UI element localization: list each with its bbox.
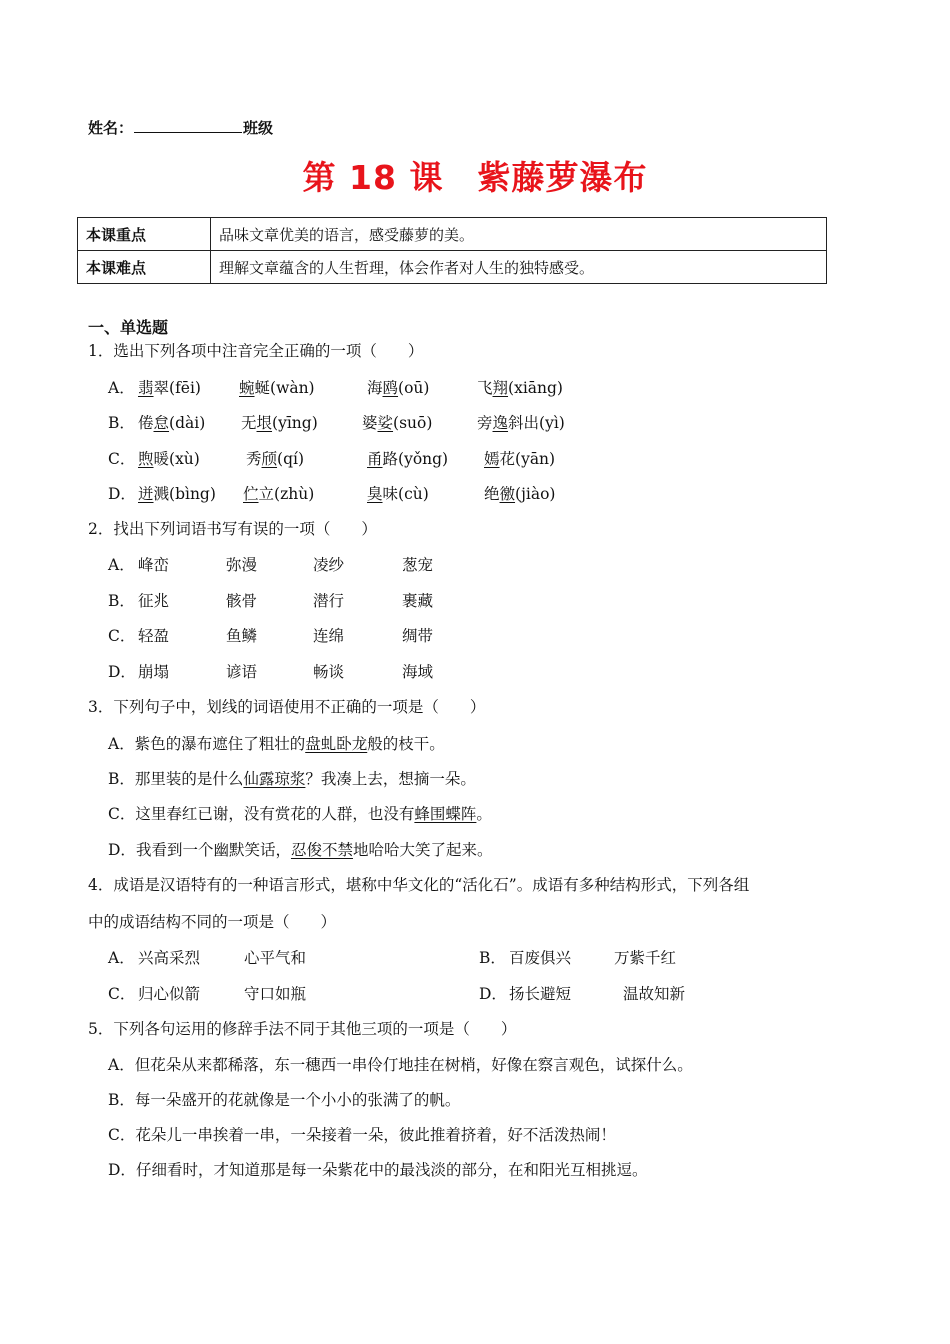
option-word: 凌纱 bbox=[313, 556, 345, 574]
option-word: 温故知新 bbox=[623, 985, 686, 1003]
option-item: 臭味(cù) bbox=[367, 485, 429, 503]
option-letter: B． bbox=[108, 414, 135, 432]
option-word: 葱宠 bbox=[402, 556, 434, 574]
option-item: 绝徼(jiào) bbox=[484, 485, 556, 503]
option-letter: A． bbox=[108, 949, 135, 967]
keypoint-label: 本课难点 bbox=[78, 251, 211, 284]
question-5-stem: 5．下列各句运用的修辞手法不同于其他三项的一项是（ ） bbox=[88, 1020, 517, 1038]
option-word: 扬长避短 bbox=[509, 985, 572, 1003]
keypoint-text: 品味文章优美的语言，感受藤萝的美。 bbox=[211, 218, 827, 251]
option-item: 无垠(yīng) bbox=[241, 414, 318, 432]
option-letter: A． bbox=[108, 556, 135, 574]
option-word: 连绵 bbox=[313, 627, 345, 645]
option-word: 谚语 bbox=[226, 663, 258, 681]
keypoint-label: 本课重点 bbox=[78, 218, 211, 251]
name-class-line bbox=[88, 117, 273, 138]
option-item: 蜿蜒(wàn) bbox=[239, 379, 315, 397]
option-word: 归心似箭 bbox=[138, 985, 201, 1003]
option-word: 心平气和 bbox=[244, 949, 307, 967]
option-word: 兴高采烈 bbox=[138, 949, 201, 967]
table-row bbox=[78, 218, 827, 251]
keypoint-text: 理解文章蕴含的人生哲理，体会作者对人生的独特感受。 bbox=[211, 251, 827, 284]
option-word: 崩塌 bbox=[138, 663, 170, 681]
option-item: 飞翔(xiāng) bbox=[477, 379, 563, 397]
question-3-option-c[interactable]: C．这里春红已谢，没有赏花的人群，也没有蜂围蝶阵。 bbox=[108, 805, 492, 823]
section-title: 一、单选题 bbox=[88, 318, 169, 337]
question-5-option-c[interactable]: C．花朵儿一串挨着一串，一朵接着一朵，彼此推着挤着，好不活泼热闹！ bbox=[108, 1126, 616, 1144]
option-word: 弥漫 bbox=[226, 556, 258, 574]
option-item: 旁逸斜出(yì) bbox=[477, 414, 565, 432]
name-label: 姓名： bbox=[88, 119, 134, 137]
option-letter: B． bbox=[479, 949, 506, 967]
option-word: 征兆 bbox=[138, 592, 170, 610]
option-item: 嫣花(yān) bbox=[484, 450, 556, 468]
option-word: 潜行 bbox=[313, 592, 345, 610]
question-3-option-b[interactable]: B．那里装的是什么仙露琼浆？我凑上去，想摘一朵。 bbox=[108, 770, 476, 788]
question-5-option-d[interactable]: D．仔细看时，才知道那是每一朵紫花中的最浅淡的部分，在和阳光互相挑逗。 bbox=[108, 1161, 648, 1179]
option-letter: C． bbox=[108, 627, 136, 645]
option-item: 海鸥(oū) bbox=[367, 379, 430, 397]
question-1-stem: 1．选出下列各项中注音完全正确的一项（ ） bbox=[88, 342, 424, 360]
question-4-stem-line1: 4．成语是汉语特有的一种语言形式，堪称中华文化的“活化石”。成语有多种结构形式，下列各组 bbox=[88, 876, 750, 894]
option-word: 骸骨 bbox=[226, 592, 258, 610]
option-word: 裹藏 bbox=[402, 592, 434, 610]
option-item: 煦暖(xù) bbox=[138, 450, 200, 468]
option-letter: B． bbox=[108, 592, 135, 610]
question-2-stem: 2．找出下列词语书写有误的一项（ ） bbox=[88, 520, 377, 538]
question-5-option-a[interactable]: A．但花朵从来都稀落，东一穗西一串伶仃地挂在树梢，好像在察言观色，试探什么。 bbox=[108, 1056, 693, 1074]
option-word: 百废俱兴 bbox=[509, 949, 572, 967]
question-3-stem: 3．下列句子中，划线的词语使用不正确的一项是（ ） bbox=[88, 698, 486, 716]
option-letter: D． bbox=[108, 663, 136, 681]
option-word: 守口如瓶 bbox=[244, 985, 307, 1003]
page-title: 第 18 课 紫藤萝瀑布 bbox=[302, 158, 648, 197]
question-4-stem-line2: 中的成语结构不同的一项是（ ） bbox=[88, 913, 337, 931]
option-letter: D． bbox=[479, 985, 507, 1003]
keypoints-table bbox=[77, 217, 827, 284]
option-item: 婆娑(suō) bbox=[362, 414, 433, 432]
question-3-option-d[interactable]: D．我看到一个幽默笑话，忍俊不禁地哈哈大笑了起来。 bbox=[108, 841, 493, 859]
question-3-option-a[interactable]: A．紫色的瀑布遮住了粗壮的盘虬卧龙般的枝干。 bbox=[108, 735, 445, 753]
option-letter: A． bbox=[108, 379, 135, 397]
option-item: 秀颀(qí) bbox=[246, 450, 305, 468]
class-label: 班级 bbox=[243, 119, 274, 137]
table-row bbox=[78, 251, 827, 284]
option-word: 海域 bbox=[402, 663, 434, 681]
option-word: 鱼鳞 bbox=[226, 627, 258, 645]
option-word: 峰峦 bbox=[138, 556, 170, 574]
option-letter: C． bbox=[108, 450, 136, 468]
option-item: 倦怠(dài) bbox=[138, 414, 206, 432]
option-item: 伫立(zhù) bbox=[243, 485, 315, 503]
option-word: 万紫千红 bbox=[614, 949, 677, 967]
option-word: 绸带 bbox=[402, 627, 434, 645]
option-letter: D． bbox=[108, 485, 136, 503]
question-5-option-b[interactable]: B．每一朵盛开的花就像是一个小小的张满了的帆。 bbox=[108, 1091, 461, 1109]
name-blank-field[interactable] bbox=[134, 118, 242, 133]
option-item: 翡翠(fēi) bbox=[138, 379, 201, 397]
option-word: 畅谈 bbox=[313, 663, 345, 681]
option-letter: C． bbox=[108, 985, 136, 1003]
option-item: 甬路(yǒng) bbox=[367, 450, 449, 468]
option-item: 迸溅(bìng) bbox=[138, 485, 216, 503]
option-word: 轻盈 bbox=[138, 627, 170, 645]
